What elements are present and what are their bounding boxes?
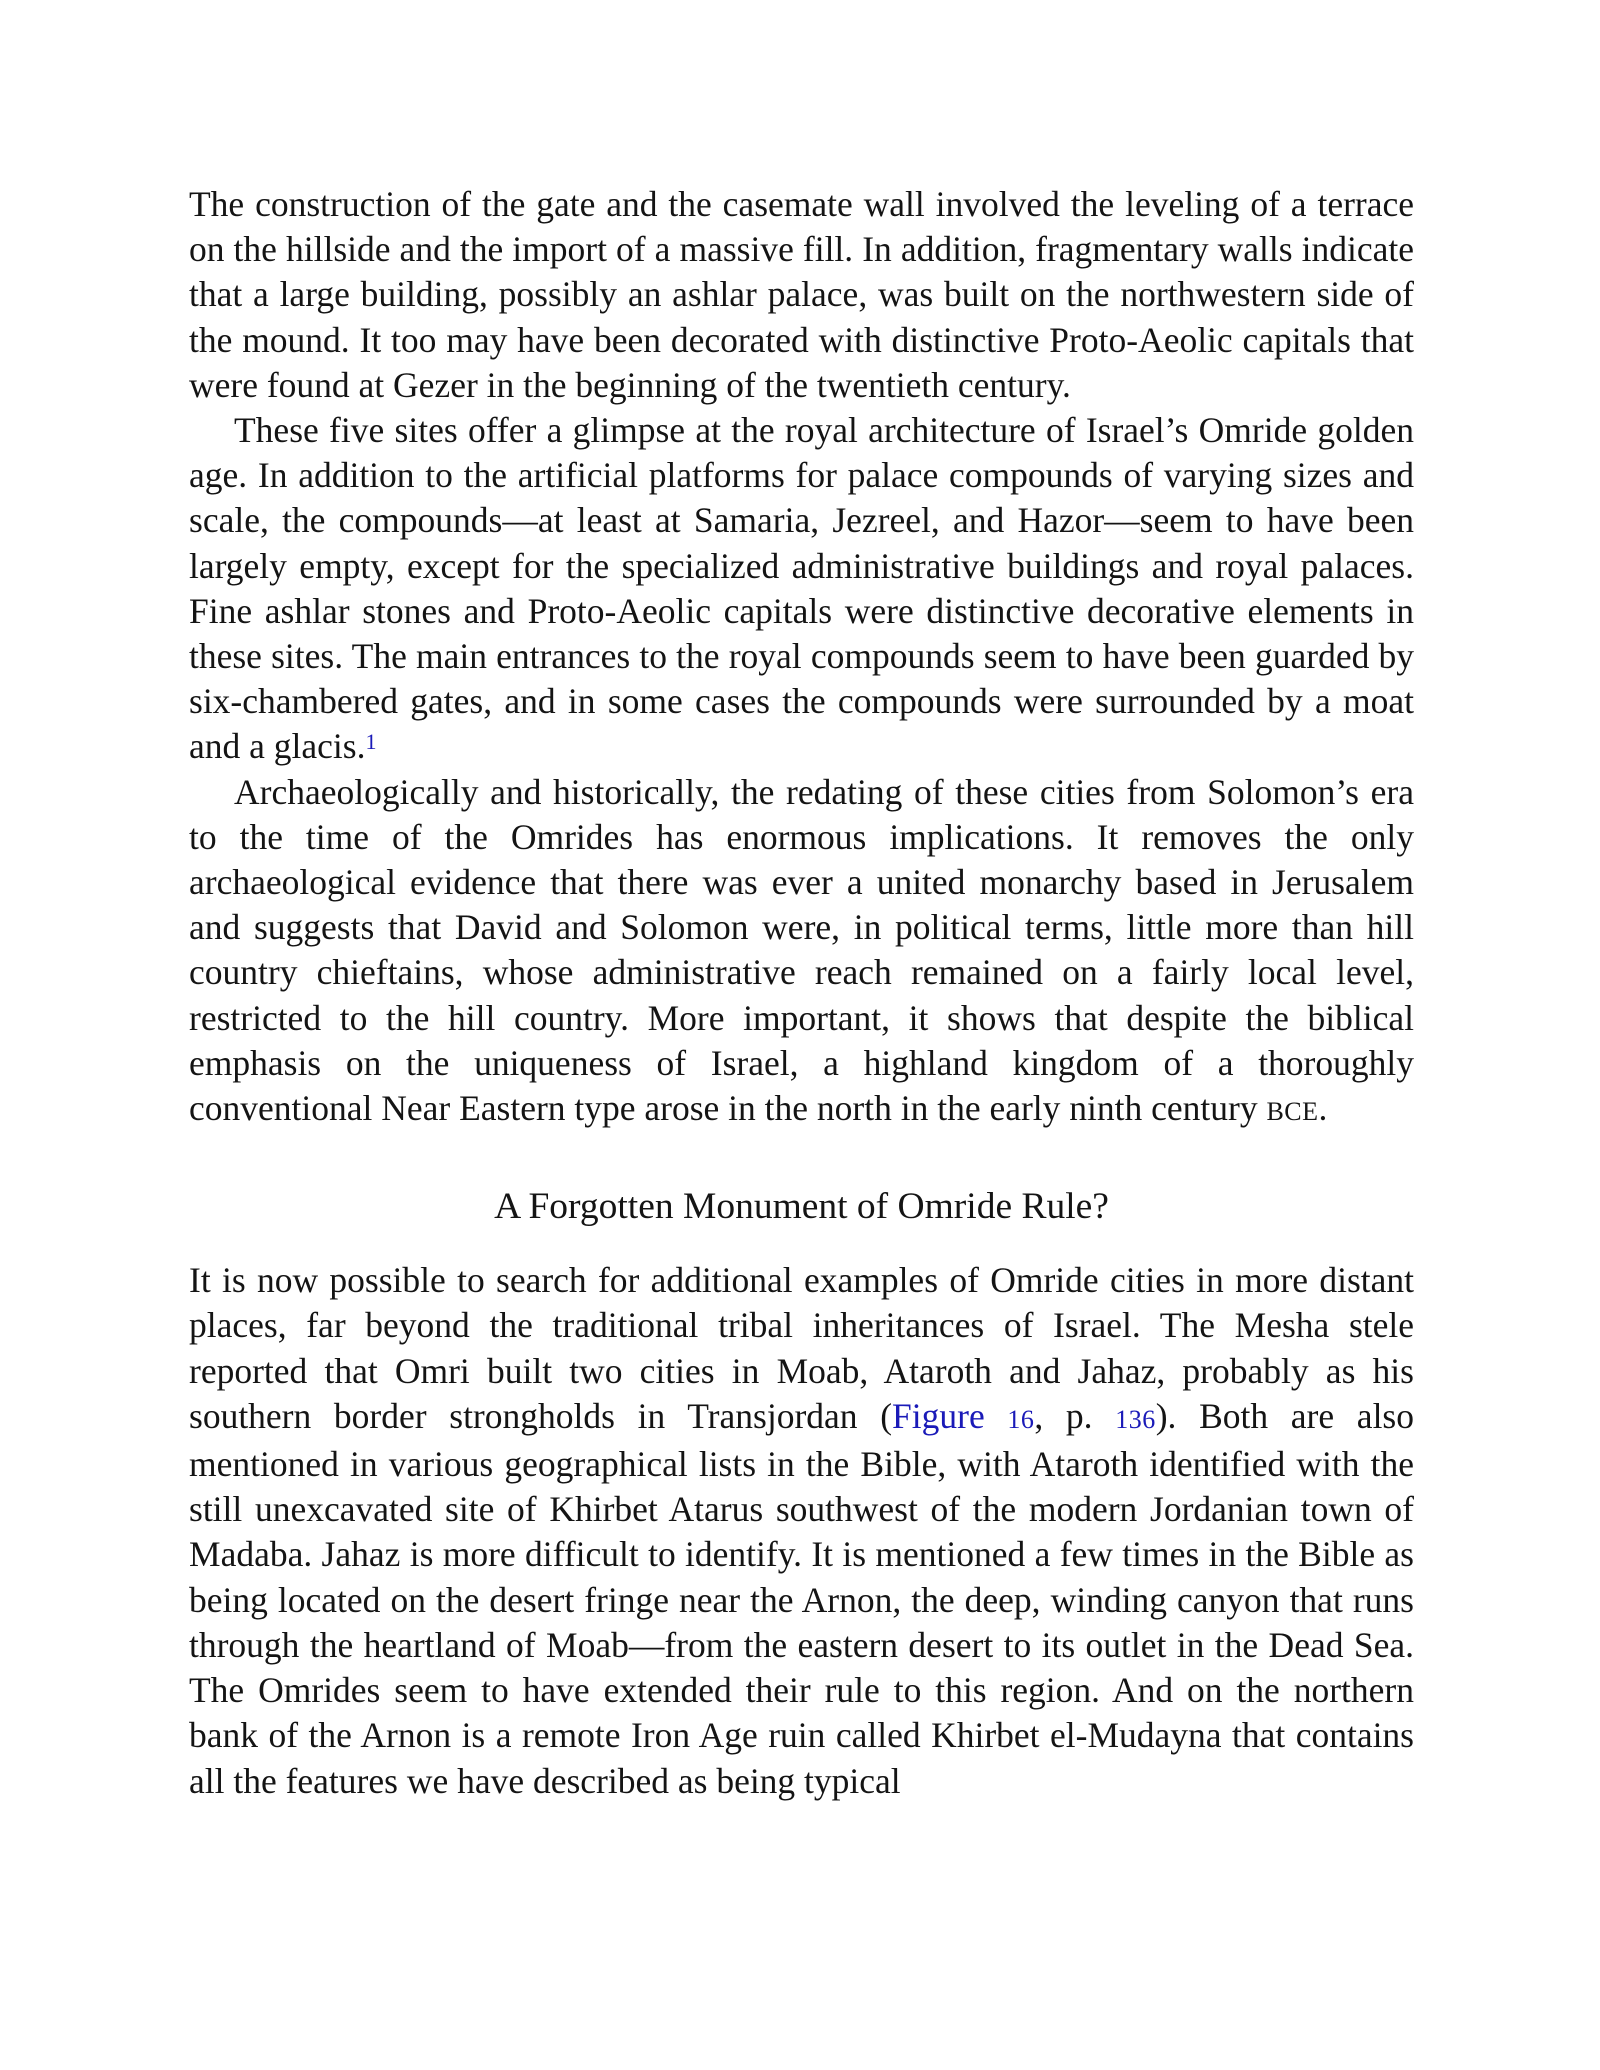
paragraph-omride-cities-text-b: ). Both are also mentioned in various geographical lists in the Bible, with Ataroth identified with the still unexcavated site of Khirbet Atarus southwest of the modern Jordanian town of Madaba. Jahaz is more difficult to identify. It is mentioned a few times in the Bible as being located on the desert fringe near the Arnon, the deep, winding canyon that runs through the heartland of Moab—from the eastern desert to its outlet in the Dead Sea. The Omrides seem to have extended their rule to this region. And on the northern bank of the Arnon is a remote Iron Age ruin called Khirbet el-Mudayna that contains all the features we have described as being typical <box>189 1395 1414 1801</box>
era-abbreviation: BCE <box>1266 1097 1319 1127</box>
paragraph-royal-architecture-text: These five sites offer a glimpse at the royal architecture of Israel’s Omride golden age. In addition to the artificial platforms for palace compounds of varying sizes and scale, the compounds—at least at Samaria, Jezreel, and Hazor—seem to have been largely empty, except for the specialized administrative buildings and royal palaces. Fine ashlar stones and Proto-Aeolic capitals were distinctive decorative elements in these sites. The main entrances to the royal compounds seem to have been guarded by six-chambered gates, and in some cases the compounds were surrounded by a moat and a glacis. <box>189 410 1414 767</box>
paragraph-redating-implications <box>189 770 1414 1135</box>
page-136-link[interactable]: 136 <box>1115 1404 1156 1434</box>
paragraph-redating-text: Archaeologically and historically, the redating of these cities from Solomon’s era to the time of the Omrides has enormous implications. It removes the only archaeological evidence that there was ever a united monarchy based in Jerusalem and suggests that David and Solomon were, in political terms, little more than hill country chieftains, whose administrative reach remained on a fairly local level, restricted to the hill country. More important, it shows that despite the biblical emphasis on the uniqueness of Israel, a highland kingdom of a thoroughly conventional Near Eastern type arose in the north in the early ninth century <box>189 771 1414 1129</box>
figure-link-number: 16 <box>1007 1404 1035 1434</box>
paragraph-omride-cities-text-a: It is now possible to search for additional examples of Omride cities in more distant places, far beyond the traditional tribal inheritances of Israel. The Mesha stele reported that Omri built two cities in Moab, Ataroth and Jahaz, probably as his southern border strongholds in Transjordan ( <box>189 1260 1414 1436</box>
figure-link-label: Figure <box>892 1395 985 1436</box>
paragraph-omride-cities <box>189 1258 1414 1803</box>
page-ref-separator: , p. <box>1034 1395 1116 1436</box>
paragraph-royal-architecture <box>189 408 1414 770</box>
figure-16-link[interactable] <box>892 1396 1034 1436</box>
page-body <box>189 182 1414 1804</box>
paragraph-gezer-construction: The construction of the gate and the casemate wall involved the leveling of a terrace on the hillside and the import of a massive fill. In addition, fragmentary walls indicate that a large building, possibly an ashlar palace, was built on the northwestern side of the mound. It too may have been decorated with distinctive Proto-Aeolic capitals that were found at Gezer in the beginning of the twentieth century. <box>189 184 1414 405</box>
footnote-link-1[interactable]: 1 <box>365 729 377 755</box>
paragraph-redating-end: . <box>1318 1088 1328 1129</box>
section-heading: A Forgotten Monument of Omride Rule? <box>494 1186 1109 1228</box>
